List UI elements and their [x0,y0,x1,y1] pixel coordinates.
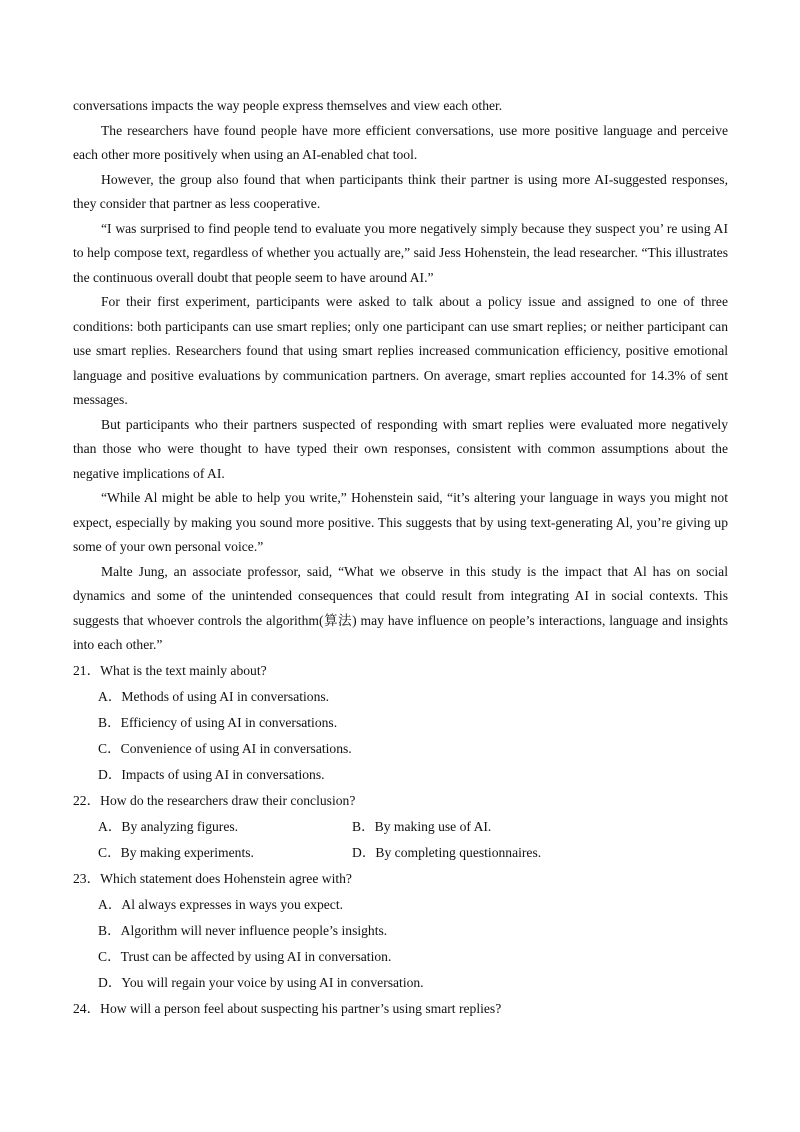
options-list [73,892,728,996]
passage-paragraph-5: For their first experiment, participants were asked to talk about a policy issue and assigned to one of three conditions: both participants can use smart replies; only one participant can use smart replies; or neither participant can use smart replies. Researchers found that using smart replies increased communication efficiency, positive emotional language and positive evaluations by communication partners. On average, smart replies accounted for 14.3% of sent messages. [73,294,728,407]
question-22 [73,788,728,866]
option-d: D．Impacts of using AI in conversations. [98,766,325,782]
question-21 [73,658,728,788]
option-d: D．You will regain your voice by using AI in conversation. [98,974,424,990]
option-c: C．Convenience of using AI in conversations. [98,740,352,756]
option-c: C．By making experiments. [98,844,254,860]
passage-paragraph-1: conversations impacts the way people express themselves and view each other. [73,98,503,113]
passage-paragraph-6: But participants who their partners suspected of responding with smart replies were evaluated more negatively than those who were thought to have typed their own responses, consistent with common assumptions about the negative implications of AI. [73,416,728,481]
question-stem: 23．Which statement does Hohenstein agree with? [73,870,352,886]
options-list [73,684,728,788]
option-a: A．By analyzing figures. [98,818,239,834]
passage-paragraph-2: The researchers have found people have more efficient conversations, use more positive language and perceive each other more positively when using an AI-enabled chat tool. [73,122,728,162]
question-24 [73,996,728,1022]
options-row [98,840,728,866]
option-a: A．Al always expresses in ways you expect. [98,896,344,912]
option-b: B．By making use of AI. [352,818,492,834]
options-row [98,814,728,840]
passage-paragraph-3: However, the group also found that when participants think their partner is using more AI-suggested responses, they consider that partner as less cooperative. [73,171,728,211]
options-grid [73,814,728,866]
passage-paragraph-8: Malte Jung, an associate professor, said, “What we observe in this study is the impact that Al has on social dynamics and some of the unintended consequences that could result from integrating AI in social contexts. This suggests that whoever controls the algorithm(算法) may have influence on people’s interactions, language and insights into each other.” [73,563,728,652]
option-a: A．Methods of using AI in conversations. [98,688,330,704]
reading-passage [73,94,728,658]
option-b: B．Algorithm will never influence people’s insights. [98,922,388,938]
question-stem: 24．How will a person feel about suspecting his partner’s using smart replies? [73,1000,502,1016]
question-stem: 21．What is the text mainly about? [73,662,267,678]
option-c: C．Trust can be affected by using AI in conversation. [98,948,392,964]
question-23 [73,866,728,996]
option-b: B．Efficiency of using AI in conversations. [98,714,338,730]
passage-paragraph-7: “While Al might be able to help you write,” Hohenstein said, “it’s altering your language in ways you might not expect, especially by making you sound more positive. This suggests that by using text-generating Al, you’re giving up some of your own personal voice.” [73,490,728,554]
option-d: D．By completing questionnaires. [352,844,542,860]
passage-paragraph-4: “I was surprised to find people tend to evaluate you more negatively simply because they suspect you’ re using AI to help compose text, regardless of whether you actually are,” said Jess Hohenstein, the lead researcher. “This illustrates the continuous overall doubt that people seem to have around AI.” [73,220,728,285]
question-stem: 22．How do the researchers draw their conclusion? [73,792,356,808]
